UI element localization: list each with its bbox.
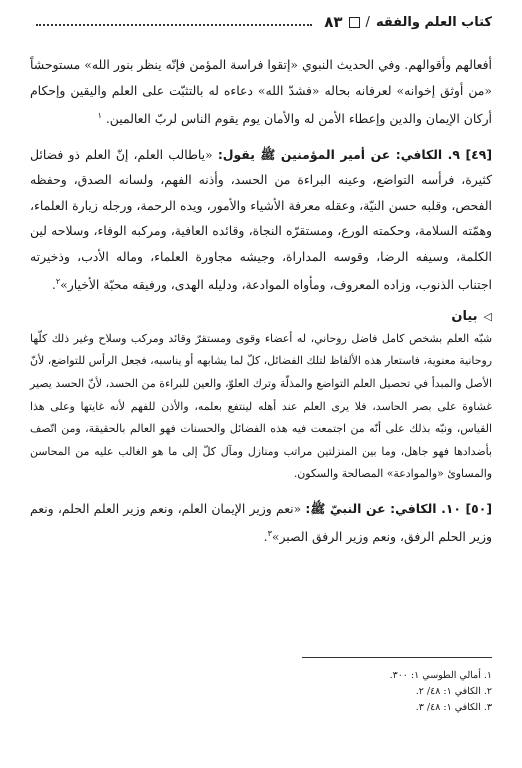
square-ornament-icon [349,17,360,28]
paragraph-continuation [30,52,492,132]
bayan-heading [30,306,492,328]
bayan-heading-text: بيان [451,309,478,325]
dotted-leader [36,24,312,26]
footnote-item: ٣. الكافي ١: ٤٨/ ٣. [415,702,492,713]
footnotes [30,668,492,716]
book-page [30,0,492,768]
footnote-divider [302,657,492,658]
header-separator: / [365,14,370,30]
running-header [30,10,492,34]
hadith-50-label: [٥٠] ١٠. الكافي: عن النبيّ ﷺ: [305,500,492,516]
footnote-item: ٢. الكافي ١: ٤٨/ ٢. [415,686,492,697]
page-number: ٨٣ [324,13,343,31]
footnote-ref-3: ٣ [267,529,272,539]
hadith-49-end: . [51,277,56,293]
hadith-49 [30,142,492,298]
footnote-item: ١. أمالي الطوسي ١: ٣٠٠. [389,670,492,681]
bayan-explanation: شبّه العلم بشخص كامل فاضل روحاني، له أعضاء وقوى ومستقرّ وقائد ومركب وسلاح وغير ذلك كلّها روحانية معنوية، فاستعار هذه الألفاظ لتلك الفضائل، كلّ لما يشابهه أو يناسبه، فجعل الرأس للتواضع، لأنّ الأصل والمبدأ في تحصيل العلم التواضع والمذلّة وترك العلوّ، والعين للبراءة من الحسد، لأنّ الحسد يصير غشاوة على بصر الحاسد، فلا يرى العلم عند أهله لينتفع بعلمه، والأذن للفهم لأنه غايتها وعلى هذا القياس، ونبّه بذلك على أنّه من اجتمعت فيه هذه الفضائل والحسنات فهو العالم بالحقيقة، ومن اتّصف بأضدادها فهو جاهل، وما بين المنزلتين مراتب ومنازل ومآل كلّ إلى ما هو الغالب عليه من المحاسن والمساوئ «والموادعة» المصالحة والسكون. [30,331,493,481]
paragraph-text: أفعالهم وأقوالهم. وفي الحديث النبوي «إتقوا فراسة المؤمن فإنّه ينظر بنور الله» مستوحشاً «من أوثق إخوانه» لعرفانه بحاله «فشدّ الله» دعاءه له بالتثبّت على العلم واليقين وإحكام أركان الإيمان والدين وإعطاء الأمن له والأمان يوم يقوم الناس لربّ العالمين. [30,57,492,127]
hadith-50 [30,496,492,550]
page-body [30,52,492,550]
hadith-49-label: [٤٩] ٩. الكافي: عن أمير المؤمنين ﷺ يقول: [217,146,492,162]
hadith-50-text: «نعم وزير الإيمان العلم، ونعم وزير العلم الحلم، ونعم وزير الحلم الرفق، ونعم وزير الرفق الصبر» [30,500,492,545]
triangle-left-icon: ◁ [483,310,492,324]
header-title: كتاب العلم والفقه [375,14,492,30]
hadith-50-end: . [263,529,268,545]
hadith-49-text: «ياطالب العلم، إنّ العلم ذو فضائل كثيرة، فرأسه التواضع، وعينه البراءة من الحسد، وأذنه الفهم، ولسانه الصدق، وحفظه الفحص، وقلبه حسن النيّة، وعقله معرفة الأشياء والأمور، ويده الرحمة، ورجله زيارة العلماء، وهمّته السلامة، وحكمته الورع، ومستقرّه النجاة، وقائده العافية، ومركبه الوفاء، وسلاحه لين الكلمة، وسيفه الرضا، وقوسه المداراة، وجيشه مجاورة العلماء، وماله الأدب، وذخيرته اجتناب الذنوب، وزاده المعروف، ومأواه الموادعة، ودليله الهدى، ورفيقه محبّة الأخيار» [30,146,492,293]
footnote-ref-2: ٢ [55,277,61,287]
footnote-ref-1: ١ [97,111,102,120]
